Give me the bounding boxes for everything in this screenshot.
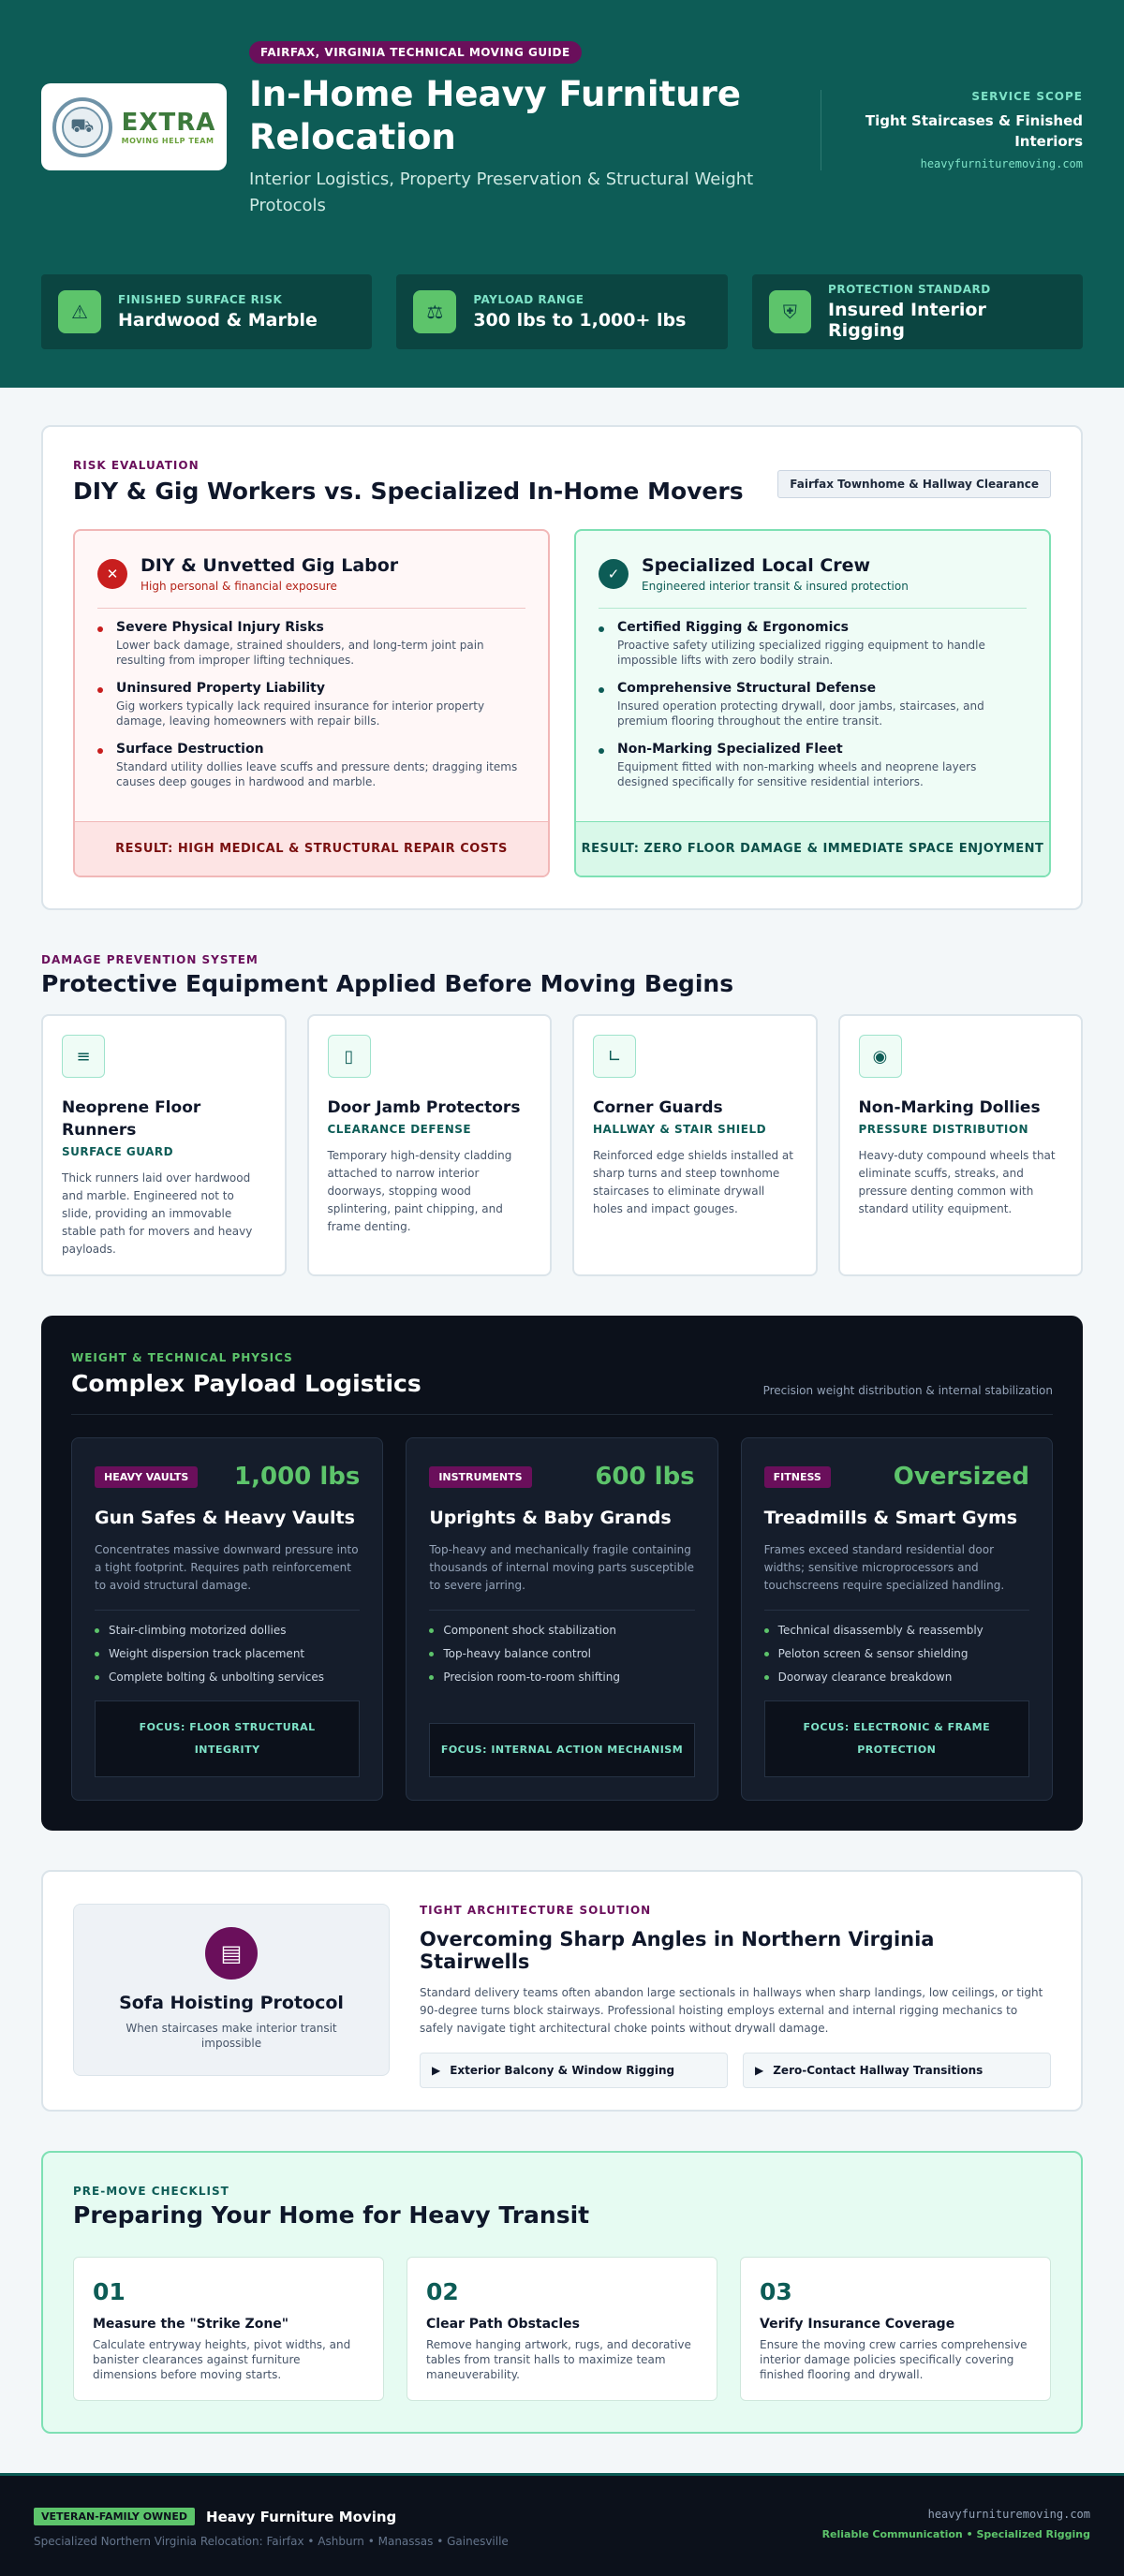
bullet-icon [95,1628,99,1633]
item-desc: Lower back damage, strained shoulders, and long-term joint pain resulting from improper lifting techniques. [116,639,484,667]
item-desc: Standard utility dollies leave scuffs and pressure dents; dragging items causes deep gouges in hardwood and marble. [116,760,518,788]
stat-card [752,274,1083,349]
risk-evaluation-section [41,425,1083,910]
equipment-card [307,1014,553,1276]
step-number: 01 [93,2278,126,2305]
list-item-text: Peloton screen & sensor shielding [777,1647,969,1660]
equipment-tag: CLEARANCE DEFENSE [327,1123,472,1136]
veteran-badge: VETERAN-FAMILY OWNED [34,2508,195,2525]
equipment-desc: Temporary high-density cladding attached to narrow interior doorways, stopping wood splintering, paint chipping, and frame denting. [327,1149,512,1233]
specialist-result-banner: RESULT: ZERO FLOOR DAMAGE & IMMEDIATE SPACE ENJOYMENT [576,821,1049,876]
logo-primary-text: EXTRA [121,109,216,137]
stat-label: FINISHED SURFACE RISK [118,293,283,306]
item-desc: Gig workers typically lack required insurance for interior property damage, leaving homeowners with repair bills. [116,699,485,728]
logo-emblem-icon: ⛟ [52,97,112,157]
checklist-step [407,2257,717,2401]
shield-check-icon: ⛨ [769,290,811,333]
company-logo[interactable] [41,83,227,170]
bullet-icon [429,1652,434,1656]
service-scope [821,90,1083,170]
page-footer [0,2473,1124,2576]
step-number: 02 [426,2278,459,2305]
footer-brand: Heavy Furniture Moving [206,2508,397,2525]
bullet-icon [97,626,103,632]
payload-stat: Oversized [893,1463,1029,1491]
list-item [599,681,1027,729]
hoist-protocol-card [73,1904,390,2076]
equipment-desc: Thick runners laid over hardwood and marble. Engineered not to slide, providing an immovable stable path for movers and heavy payloads. [62,1171,253,1256]
footer-url-link[interactable]: heavyfurnituremoving.com [927,2508,1090,2521]
list-item-text: Weight dispersion track placement [109,1647,305,1660]
bullet-icon [599,687,604,693]
list-item [764,1647,1029,1660]
payload-name: Gun Safes & Heavy Vaults [95,1508,355,1528]
bullet-icon [429,1628,434,1633]
list-item [97,620,525,668]
list-item [429,1624,694,1637]
scope-url-link[interactable]: heavyfurnituremoving.com [920,157,1083,170]
bullet-icon [599,626,604,632]
stats-row [41,274,1083,349]
hoist-title: Sofa Hoisting Protocol [119,1993,344,2013]
scope-label: SERVICE SCOPE [971,90,1083,103]
bullet-icon [97,687,103,693]
stat-label: PROTECTION STANDARD [828,283,991,296]
stat-card [396,274,727,349]
list-item-text: Component shock stabilization [443,1624,616,1637]
page-subtitle: Interior Logistics, Property Preservation & Structural Weight Protocols [249,169,754,215]
stat-label: PAYLOAD RANGE [473,293,584,306]
focus-banner: FOCUS: ELECTRONIC & FRAME PROTECTION [764,1700,1029,1777]
stat-card [41,274,372,349]
stat-value: Insured Interior Rigging [828,300,986,341]
equipment-tag: PRESSURE DISTRIBUTION [858,1123,1029,1136]
bullet-icon [764,1652,769,1656]
main-content [0,388,1124,2434]
payload-card [71,1437,383,1801]
equipment-tag: HALLWAY & STAIR SHIELD [593,1123,767,1136]
list-item-text: Top-heavy balance control [443,1647,591,1660]
button-label: Exterior Balcony & Window Rigging [450,2064,675,2077]
item-title: Certified Rigging & Ergonomics [617,620,850,635]
payload-card [741,1437,1053,1801]
equipment-desc: Heavy-duty compound wheels that eliminate scuffs, streaks, and pressure denting common with standard utility equipment. [858,1149,1056,1215]
close-icon: ✕ [97,559,127,589]
equipment-card [41,1014,287,1276]
item-title: Uninsured Property Liability [116,681,325,696]
step-desc: Calculate entryway heights, pivot widths, and banister clearances against furniture dimensions before moving starts. [93,2338,351,2381]
section-eyebrow: RISK EVALUATION [73,459,200,472]
list-item [764,1671,1029,1684]
bullet-icon [429,1675,434,1680]
clearance-chip: Fairfax Townhome & Hallway Clearance [777,470,1051,498]
focus-banner: FOCUS: FLOOR STRUCTURAL INTEGRITY [95,1700,360,1777]
section-title: Complex Payload Logistics [71,1370,422,1397]
list-item [97,742,525,789]
section-desc: Standard delivery teams often abandon large sectionals in hallways when sharp landings, low ceilings, or tight 90-degree turns block stairways. Professional hoisting employs external and internal rigging mechanics to safely navigate tight architectural choke points without drywall damage. [420,1986,1043,2035]
diy-result-banner: RESULT: HIGH MEDICAL & STRUCTURAL REPAIR COSTS [75,821,548,876]
item-title: Comprehensive Structural Defense [617,681,877,696]
step-title: Verify Insurance Coverage [760,2317,955,2332]
section-title: DIY & Gig Workers vs. Specialized In-Home Movers [73,478,744,505]
section-eyebrow: DAMAGE PREVENTION SYSTEM [41,953,259,966]
item-title: Surface Destruction [116,742,264,757]
warning-icon: ⚠ [58,290,101,333]
list-item [95,1624,360,1637]
corner-guard-icon: ∟ [593,1035,636,1078]
list-item-text: Complete bolting & unbolting services [109,1671,325,1684]
hallway-transition-button[interactable] [743,2053,1051,2088]
specialist-column [574,529,1051,877]
equipment-card [572,1014,818,1276]
hero-header [0,0,1124,388]
protection-section [41,953,1083,1276]
footer-tagline: Reliable Communication • Specialized Rigging [821,2528,1090,2540]
bullet-icon [97,748,103,754]
step-desc: Remove hanging artwork, rugs, and decorative tables from transit halls to maximize team maneuverability. [426,2338,691,2381]
payload-desc: Frames exceed standard residential door widths; sensitive microprocessors and touchscreens require specialized handling. [764,1541,1029,1611]
location-tag: FAIRFAX, VIRGINIA TECHNICAL MOVING GUIDE [249,41,582,64]
sofa-icon: ▤ [205,1927,258,1980]
column-subtitle: Engineered interior transit & insured protection [642,580,909,593]
category-badge: INSTRUMENTS [429,1466,531,1488]
item-desc: Insured operation protecting drywall, door jambs, staircases, and premium flooring throughout the entire transit. [617,699,984,728]
section-title: Preparing Your Home for Heavy Transit [73,2201,590,2229]
equipment-title: Neoprene Floor Runners [62,1098,201,1140]
button-label: Zero-Contact Hallway Transitions [773,2064,984,2077]
list-item [429,1647,694,1660]
list-item-text: Technical disassembly & reassembly [777,1624,984,1637]
payload-name: Treadmills & Smart Gyms [763,1508,1018,1528]
list-item [764,1624,1029,1637]
payload-section [41,1316,1083,1831]
bullet-icon [764,1628,769,1633]
column-title: Specialized Local Crew [642,555,871,576]
item-desc: Equipment fitted with non-marking wheels and neoprene layers designed specifically for sensitive residential interiors. [617,760,977,788]
section-eyebrow: WEIGHT & TECHNICAL PHYSICS [71,1351,293,1364]
stat-value: Hardwood & Marble [118,310,318,331]
stairwell-section [41,1870,1083,2112]
step-title: Measure the "Strike Zone" [93,2317,289,2332]
payload-desc: Top-heavy and mechanically fragile containing thousands of internal moving parts susceptible to severe jarring. [429,1541,694,1611]
section-eyebrow: TIGHT ARCHITECTURE SOLUTION [420,1904,652,1917]
stat-value: 300 lbs to 1,000+ lbs [473,310,687,331]
weight-icon: ⚖ [413,290,456,333]
diy-column [73,529,550,877]
bullet-icon [95,1652,99,1656]
play-arrow-icon: ▶ [432,2064,441,2077]
checklist-step [73,2257,384,2401]
list-item-text: Precision room-to-room shifting [443,1671,620,1684]
check-icon: ✓ [599,559,629,589]
hoist-desc: When staircases make interior transit impossible [126,2022,337,2050]
service-areas: Specialized Northern Virginia Relocation: Fairfax • Ashburn • Manassas • Gainesville [34,2535,509,2548]
checklist-step [740,2257,1051,2401]
payload-desc: Concentrates massive downward pressure into a tight footprint. Requires path reinforcement to avoid structural damage. [95,1541,360,1611]
step-desc: Ensure the moving crew carries comprehensive interior damage policies specifically covering finished flooring and drywall. [760,2338,1028,2381]
step-title: Clear Path Obstacles [426,2317,580,2332]
checklist-section [41,2151,1083,2434]
equipment-title: Corner Guards [593,1098,723,1117]
list-item [599,742,1027,789]
column-title: DIY & Unvetted Gig Labor [140,555,399,576]
column-subtitle: High personal & financial exposure [140,580,337,593]
list-item [429,1671,694,1684]
payload-stat: 1,000 lbs [234,1463,361,1491]
list-item [599,620,1027,668]
bullet-icon [95,1675,99,1680]
category-badge: FITNESS [764,1466,831,1488]
equipment-title: Non-Marking Dollies [858,1098,1041,1117]
list-item [95,1671,360,1684]
page-title: In-Home Heavy Furniture Relocation [249,74,741,157]
door-frame-icon: ▯ [328,1035,371,1078]
item-desc: Proactive safety utilizing specialized rigging equipment to handle impossible lifts with zero bodily strain. [617,639,985,667]
runner-lines-icon: ≡ [62,1035,105,1078]
wheel-icon: ◉ [859,1035,902,1078]
equipment-desc: Reinforced edge shields installed at sharp turns and steep townhome staircases to eliminate drywall holes and impact gouges. [593,1149,793,1215]
list-item [95,1647,360,1660]
list-item-text: Stair-climbing motorized dollies [109,1624,287,1637]
list-item [97,681,525,729]
item-title: Non-Marking Specialized Fleet [617,742,843,757]
section-note: Precision weight distribution & internal stabilization [762,1384,1053,1397]
section-title: Overcoming Sharp Angles in Northern Virginia Stairwells [420,1928,935,1973]
scope-value: Tight Staircases & Finished Interiors [865,112,1083,150]
payload-card [406,1437,717,1801]
category-badge: HEAVY VAULTS [95,1466,198,1488]
equipment-card [838,1014,1084,1276]
equipment-tag: SURFACE GUARD [62,1145,174,1158]
bullet-icon [599,748,604,754]
item-title: Severe Physical Injury Risks [116,620,324,635]
payload-stat: 600 lbs [595,1463,695,1491]
step-number: 03 [760,2278,792,2305]
equipment-title: Door Jamb Protectors [327,1098,521,1117]
logo-secondary-text: MOVING HELP TEAM [121,137,214,145]
section-title: Protective Equipment Applied Before Moving Begins [41,970,734,997]
balcony-rigging-button[interactable] [420,2053,728,2088]
list-item-text: Doorway clearance breakdown [777,1671,953,1684]
play-arrow-icon: ▶ [755,2064,764,2077]
focus-banner: FOCUS: INTERNAL ACTION MECHANISM [429,1723,694,1777]
payload-name: Uprights & Baby Grands [429,1508,672,1528]
bullet-icon [764,1675,769,1680]
section-eyebrow: PRE-MOVE CHECKLIST [73,2185,229,2198]
